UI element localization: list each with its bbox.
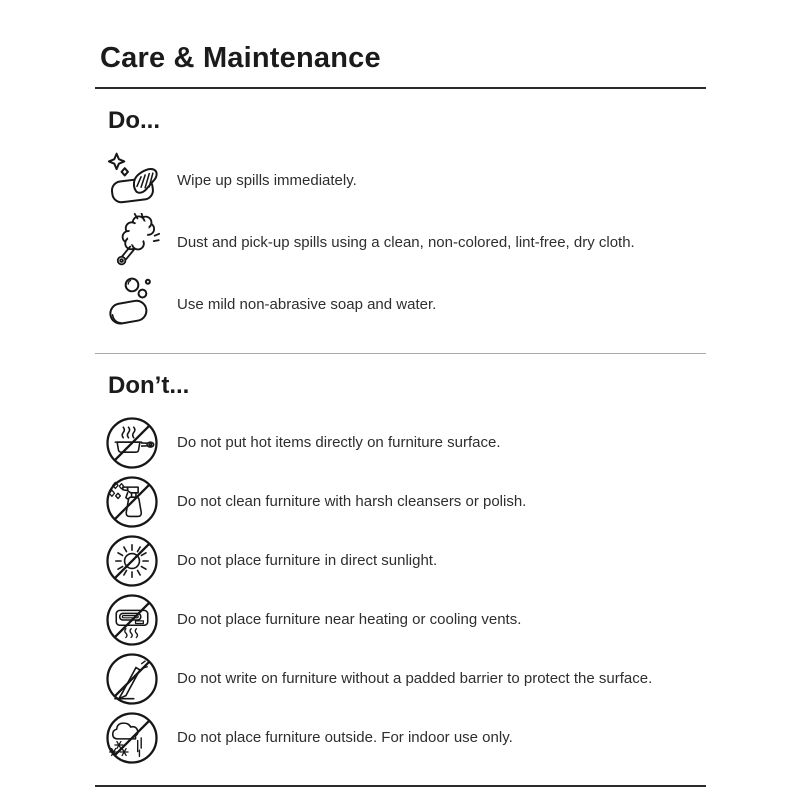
duster-icon: [100, 213, 164, 271]
bottom-rule: [95, 785, 706, 787]
wipe-spills-icon: [100, 151, 164, 209]
do-item-soap: [100, 273, 800, 335]
item-label: Do not write on furniture without a padded barrier to protect the surface.: [177, 670, 653, 687]
item-label: Wipe up spills immediately.: [177, 171, 357, 189]
do-heading: Do...: [108, 107, 160, 134]
no-outdoor-use-icon: [100, 710, 164, 766]
page-title: Care & Maintenance: [100, 42, 381, 74]
dont-heading: Don’t...: [108, 372, 190, 399]
item-label: Do not put hot items directly on furniture surface.: [177, 434, 501, 451]
dont-item-harsh-cleansers: [100, 472, 800, 531]
dont-item-writing: [100, 649, 800, 708]
no-vents-icon: [100, 592, 164, 648]
dont-item-hot-items: [100, 413, 800, 472]
soap-water-icon: [100, 275, 164, 333]
dont-item-vents: [100, 590, 800, 649]
no-direct-sunlight-icon: [100, 533, 164, 589]
item-label: Do not place furniture outside. For indoor use only.: [177, 729, 513, 746]
do-item-duster: [100, 211, 800, 273]
do-items: [0, 149, 800, 335]
item-label: Do not place furniture near heating or cooling vents.: [177, 611, 522, 628]
dont-item-outdoor: [100, 708, 800, 767]
dont-items: [0, 413, 800, 767]
item-label: Use mild non-abrasive soap and water.: [177, 295, 437, 313]
do-section: [0, 89, 800, 335]
item-label: Do not clean furniture with harsh cleansers or polish.: [177, 493, 527, 510]
no-harsh-cleansers-icon: [100, 474, 164, 530]
do-item-wipe-spills: [100, 149, 800, 211]
item-label: Do not place furniture in direct sunlight.: [177, 552, 438, 569]
item-label: Dust and pick-up spills using a clean, non-colored, lint-free, dry cloth.: [177, 233, 635, 251]
no-writing-icon: [100, 651, 164, 707]
dont-item-direct-sunlight: [100, 531, 800, 590]
no-hot-items-icon: [100, 415, 164, 471]
dont-section: [0, 354, 800, 767]
